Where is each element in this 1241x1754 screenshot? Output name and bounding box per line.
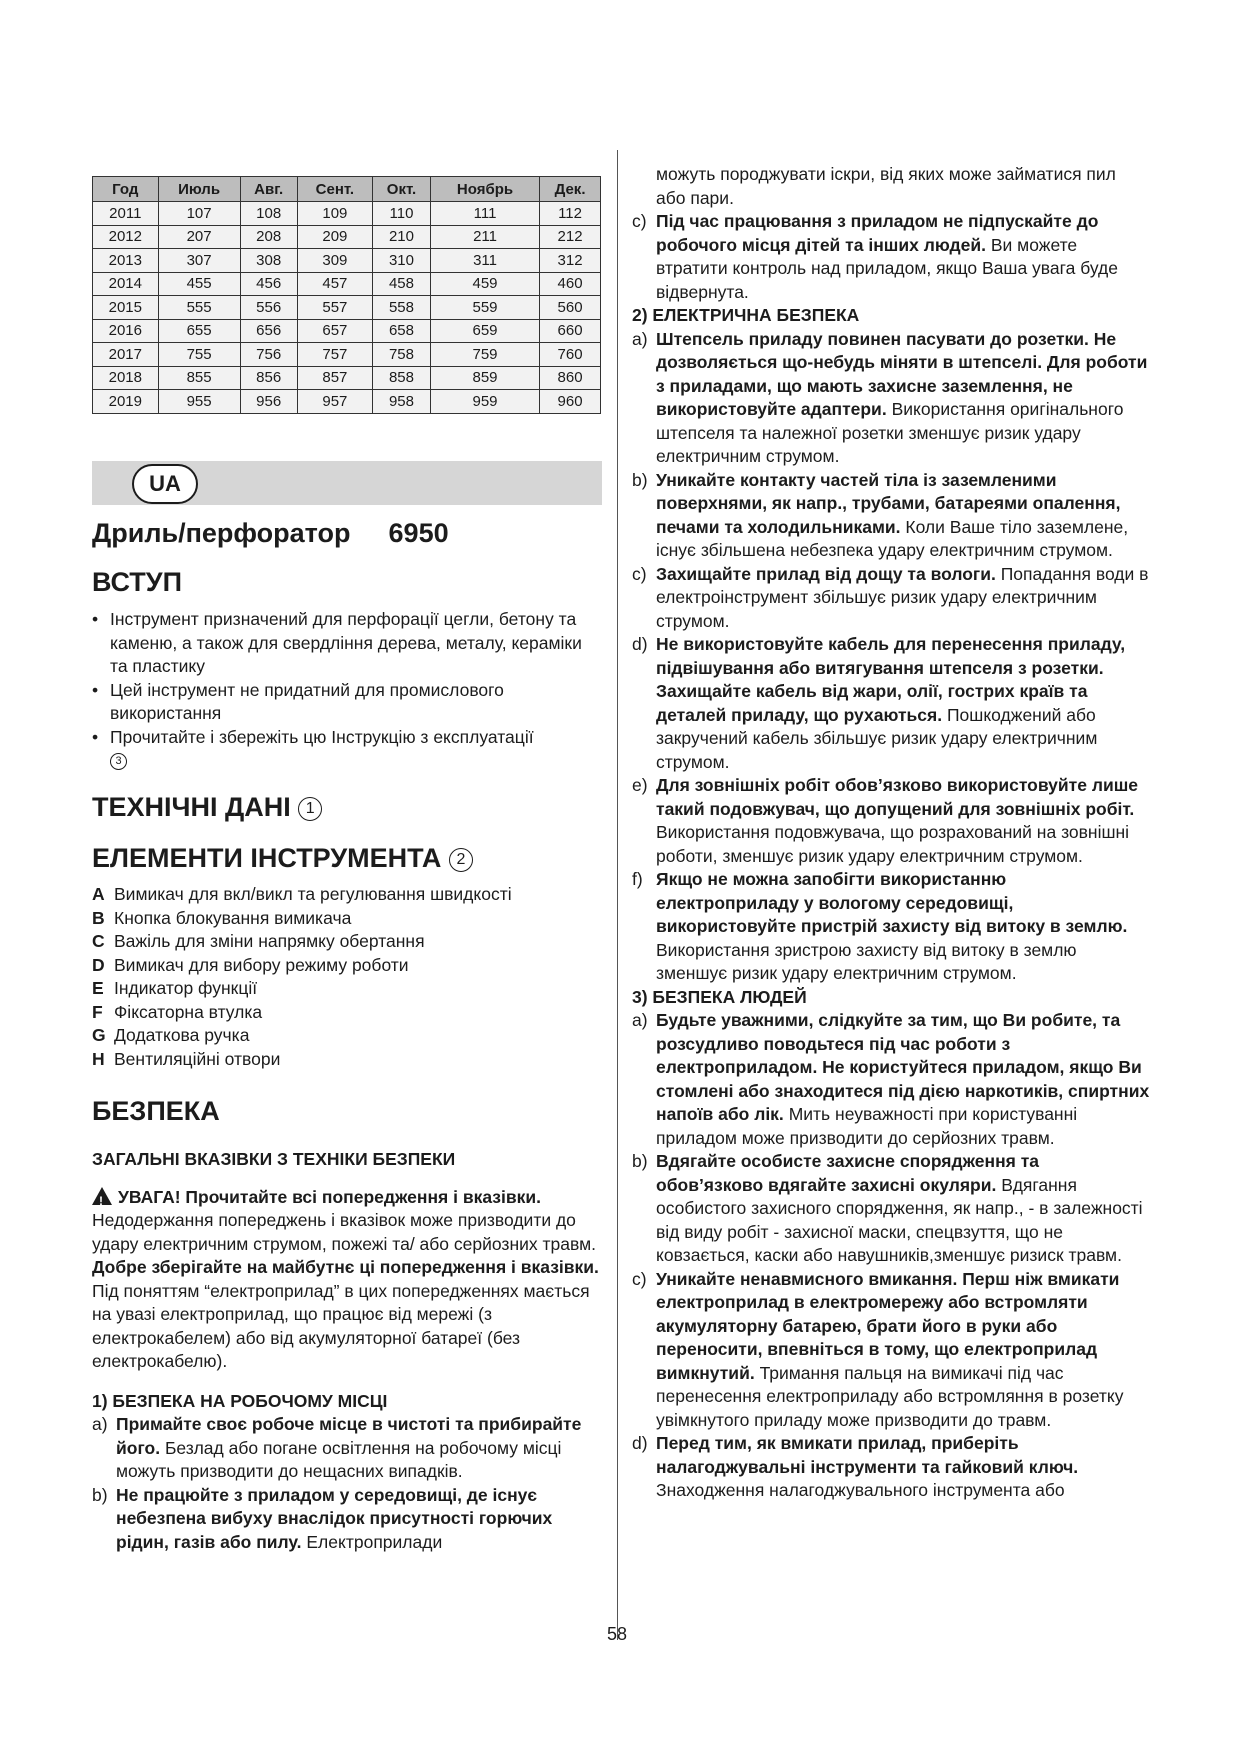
table-header: Год [93, 177, 159, 202]
elements-heading-text: ЕЛЕМЕНТИ ІНСТРУМЕНТА [92, 843, 442, 873]
table-cell: 307 [158, 249, 240, 273]
product-title [92, 518, 449, 549]
list-item [92, 1001, 602, 1025]
table-cell: 107 [158, 202, 240, 226]
safety-item [632, 469, 1150, 563]
table-cell: 959 [430, 390, 539, 414]
part-letter: H [92, 1048, 105, 1069]
table-row [93, 366, 601, 390]
table-cell: 856 [240, 366, 297, 390]
table-cell: 458 [373, 272, 431, 296]
table-cell: 858 [373, 366, 431, 390]
table-cell: 855 [158, 366, 240, 390]
list-item [92, 726, 592, 773]
item-text [656, 1268, 1150, 1433]
table-cell: 310 [373, 249, 431, 273]
item-bold: Перед тим, як вмикати прилад, приберіть налагоджувальні інструменти та гайковий ключ. [656, 1433, 1079, 1477]
warning-text: УВАГА! Прочитайте всі попередження і вказівки. [118, 1186, 541, 1207]
paragraph-bold: Добре зберігайте на майбутнє ці попередження і вказівки. [92, 1257, 599, 1277]
table-cell: 2012 [93, 225, 159, 249]
table-header: Дек. [540, 177, 601, 202]
language-badge: UA [132, 464, 198, 504]
table-cell: 211 [430, 225, 539, 249]
table-cell: 2015 [93, 296, 159, 320]
item-bold: Якщо не можна запобігти використанню електроприладу у вологому середовищі, використовуйте пристрій захисту від витоку в землю. [656, 869, 1128, 936]
item-bold: Примайте своє робоче місце в чистоті та прибирайте його. [116, 1414, 582, 1458]
table-cell: 555 [158, 296, 240, 320]
bullet-text: Цей інструмент не придатний для промислового використання [110, 679, 504, 723]
electrical-safety-heading: 2) ЕЛЕКТРИЧНА БЕЗПЕКА [632, 305, 860, 325]
item-plain: Безлад або погане освітлення на робочому місці можуть призводити до нещасних випадків. [116, 1437, 562, 1481]
item-bold: Захищайте прилад від дощу та вологи. [656, 563, 996, 584]
table-cell: 112 [540, 202, 601, 226]
item-plain: Використання оригінального штепселя та належної розетки зменшує ризик удару електричним струмом. [656, 399, 1124, 466]
table-cell: 456 [240, 272, 297, 296]
list-item [92, 930, 602, 954]
product-name: Дриль/перфоратор [92, 518, 351, 548]
item-text [656, 469, 1150, 563]
safety-item [632, 563, 1150, 634]
item-text [656, 868, 1150, 986]
part-text: Індикатор функції [114, 978, 258, 998]
table-cell: 556 [240, 296, 297, 320]
table-row [93, 343, 601, 367]
table-row [93, 319, 601, 343]
electrical-safety-list [632, 328, 1150, 986]
item-bold: Під час працювання з приладом не підпускайте до робочого місця дітей та інших людей. [656, 211, 1099, 255]
list-item [92, 679, 592, 726]
intro-list [92, 608, 592, 773]
item-plain: Коли Ваше тіло заземлене, існує збільшена небезпека удару електричним струмом. [656, 516, 1129, 560]
item-bold: Будьте уважними, слідкуйте за тим, що Ви робите, та розсудливо поводьтеся під час роботи з електроприладом. Не користуйтеся приладом, якщо Ви стомлені або знаходитеся під дією наркотиків, спиртних напоїв або лік. [656, 1010, 1150, 1124]
table-cell: 656 [240, 319, 297, 343]
table-cell: 311 [430, 249, 539, 273]
table-cell: 859 [430, 366, 539, 390]
table-cell: 2014 [93, 272, 159, 296]
table-cell: 860 [540, 366, 601, 390]
part-text: Вентиляційні отвори [114, 1048, 281, 1069]
list-item [92, 1048, 602, 1072]
item-label: c) [632, 563, 647, 584]
language-band [92, 461, 602, 505]
item-plain: Тримання пальця на вимикачі під час перенесення електроприладу або встромляння в розетку увімкнутого приладу може призводити до травм. [656, 1362, 1124, 1430]
table-cell: 755 [158, 343, 240, 367]
item-text [116, 1484, 602, 1555]
table-cell: 209 [297, 225, 372, 249]
paragraph-text: Недодержання попереджень і вказівок може призводити до удару електричним струмом, пожежі та/ або серйозних травм. [92, 1210, 596, 1254]
elements-heading [92, 843, 473, 874]
table-cell: 455 [158, 272, 240, 296]
table-row [93, 202, 601, 226]
item-plain: Мить неуважності при користуванні приладом може призводити до серйозних травм. [656, 1104, 1078, 1148]
item-plain: Ви можете втратити контроль над приладом, якщо Ваша увага буде відвернута. [656, 234, 1118, 302]
right-column [632, 163, 1150, 1503]
table-header: Июль [158, 177, 240, 202]
work-safety-heading: 1) БЕЗПЕКА НА РОБОЧОМУ МІСЦІ [92, 1390, 388, 1411]
table-cell: 111 [430, 202, 539, 226]
table-cell: 956 [240, 390, 297, 414]
item-label: f) [632, 869, 643, 889]
warning-icon [92, 1187, 112, 1205]
tech-heading-text: ТЕХНІЧНІ ДАНІ [92, 792, 291, 822]
table-cell: 2018 [93, 366, 159, 390]
people-safety-list [632, 1009, 1150, 1503]
table-cell: 2016 [93, 319, 159, 343]
table-header-row [93, 177, 601, 202]
table-cell: 758 [373, 343, 431, 367]
table-cell: 760 [540, 343, 601, 367]
table-cell: 757 [297, 343, 372, 367]
table-cell: 308 [240, 249, 297, 273]
item-bold: Вдягайте особисте захисне спорядження та обов’язково вдягайте захисні окуляри. [656, 1151, 1040, 1195]
part-text: Важіль для зміни напрямку обертання [114, 931, 425, 951]
table-cell: 957 [297, 390, 372, 414]
table-cell: 460 [540, 272, 601, 296]
safety-item [632, 1150, 1150, 1268]
figure-ref: 2 [449, 848, 473, 872]
general-safety-heading: ЗАГАЛЬНІ ВКАЗІВКИ З ТЕХНІКИ БЕЗПЕКИ [92, 1149, 456, 1169]
item-label: b) [632, 1151, 648, 1171]
list-item [92, 608, 592, 679]
table-cell: 2011 [93, 202, 159, 226]
safety-item [632, 774, 1150, 868]
safety-item [92, 1413, 602, 1484]
table-cell: 958 [373, 390, 431, 414]
part-text: Кнопка блокування вимикача [114, 907, 352, 928]
table-cell: 109 [297, 202, 372, 226]
item-label: b) [92, 1484, 108, 1505]
table-cell: 457 [297, 272, 372, 296]
item-bold: Не використовуйте кабель для перенесення приладу, підвішування або витягування штепселя з розетки. Захищайте кабель від жари, олії, гострих країв та деталей приладу, що рухаються. [656, 634, 1126, 725]
part-letter: A [92, 884, 105, 904]
warning-line [92, 1186, 602, 1210]
table-header: Сент. [297, 177, 372, 202]
intro-heading: ВСТУП [92, 567, 182, 597]
table-body [93, 202, 601, 414]
list-item [92, 977, 602, 1001]
general-safety [92, 1148, 602, 1554]
item-label: d) [632, 1433, 648, 1453]
item-text [656, 1432, 1150, 1503]
list-item [92, 883, 602, 907]
table-cell: 559 [430, 296, 539, 320]
product-model: 6950 [388, 518, 449, 548]
safety-item [632, 1432, 1150, 1503]
table-cell: 309 [297, 249, 372, 273]
people-safety-heading: 3) БЕЗПЕКА ЛЮДЕЙ [632, 986, 807, 1007]
safety-item [632, 1009, 1150, 1150]
item-text [656, 210, 1150, 304]
part-letter: F [92, 1001, 103, 1022]
table-row [93, 249, 601, 273]
paragraph-text: Під поняттям “електроприлад” в цих попередженнях мається на увазі електроприлад, що працює від мережі (з електрокабелем) або від акумуляторної батареї (без електрокабелю). [92, 1280, 590, 1371]
figure-ref: 1 [298, 797, 322, 821]
table-cell: 312 [540, 249, 601, 273]
tech-heading [92, 792, 322, 823]
item-bold: Уникайте ненавмисного вмикання. Перш ніж вмикати електроприлад в електромережу або встромляти акумуляторну батарею, брати його в руки або переносити, впевніться в тому, що електроприлад вимкнутий. [656, 1268, 1120, 1383]
table-cell: 657 [297, 319, 372, 343]
table-cell: 108 [240, 202, 297, 226]
item-plain: Пошкоджений або закручений кабель збільшує ризик удару електричним струмом. [656, 704, 1098, 772]
figure-ref: 3 [110, 753, 127, 770]
part-text: Фіксаторна втулка [114, 1001, 263, 1022]
item-text [656, 563, 1150, 634]
item-plain: Використання подовжувача, що розрахований на зовнішні роботи, зменшує ризик удару електричним струмом. [656, 822, 1130, 866]
item-plain: Електроприлади [306, 1531, 443, 1552]
safety-item [92, 1484, 602, 1555]
item-bold: Не працюйте з приладом у середовищі, де існує небезпена вибуху внаслідок присутності горючих рідин, газів або пилу. [116, 1484, 553, 1552]
table-cell: 2013 [93, 249, 159, 273]
general-paragraph [92, 1209, 602, 1374]
page-number: 58 [607, 1624, 628, 1644]
item-label: a) [632, 328, 648, 349]
table-header: Ноябрь [430, 177, 539, 202]
safety-item [632, 633, 1150, 774]
item-plain: можуть породжувати іскри, від яких може займатися пил або пари. [656, 164, 1116, 208]
column-divider [617, 150, 618, 1640]
bullet-text: Прочитайте і збережіть цю Інструкцію з експлуатації [110, 726, 534, 747]
table-row [93, 225, 601, 249]
table-cell: 658 [373, 319, 431, 343]
item-text [656, 1150, 1150, 1268]
table-cell: 659 [430, 319, 539, 343]
part-text: Вимикач для вкл/викл та регулювання швидкості [114, 884, 512, 904]
part-letter: D [92, 954, 105, 975]
item-label: c) [632, 1268, 647, 1289]
item-label: a) [632, 1010, 648, 1030]
list-item [92, 907, 602, 931]
item-text [656, 328, 1150, 469]
table-header: Окт. [373, 177, 431, 202]
table-cell: 208 [240, 225, 297, 249]
intro-section [92, 608, 592, 773]
part-letter: E [92, 978, 104, 998]
item-text [116, 1413, 602, 1484]
table-cell: 560 [540, 296, 601, 320]
production-table [92, 176, 601, 414]
item-text [656, 774, 1150, 868]
table-row [93, 296, 601, 320]
part-text: Додаткова ручка [114, 1025, 250, 1045]
bullet-text: Інструмент призначений для перфорації цегли, бетону та каменю, а також для свердління дерева, металу, кераміки та пластику [110, 609, 582, 676]
item-plain: Вдягання особистого захисного спорядження, як напр., - в залежності від виду робіт - захисної маски, спецвзуття, що не ковзається, каски або навушників,зменшує ризиск травм. [656, 1174, 1143, 1265]
table-cell: 655 [158, 319, 240, 343]
table-cell: 960 [540, 390, 601, 414]
item-plain: Знаходження налагоджувального інструмента або [656, 1480, 1065, 1500]
safety-item [632, 1268, 1150, 1433]
part-letter: B [92, 907, 105, 928]
table-cell: 212 [540, 225, 601, 249]
table-header: Авг. [240, 177, 297, 202]
item-label: b) [632, 469, 648, 490]
table-cell: 110 [373, 202, 431, 226]
table-row [93, 272, 601, 296]
safety-item [632, 868, 1150, 986]
part-text: Вимикач для вибору режиму роботи [114, 954, 409, 975]
table-cell: 2017 [93, 343, 159, 367]
table-row [93, 390, 601, 414]
item-bold: Уникайте контакту частей тіла із заземленими поверхнями, як напр., трубами, батареями опалення, печами та холодильниками. [656, 469, 1121, 537]
table-cell: 857 [297, 366, 372, 390]
safety-heading: БЕЗПЕКА [92, 1096, 220, 1126]
table-cell: 459 [430, 272, 539, 296]
item-text [656, 1009, 1150, 1150]
table-cell: 756 [240, 343, 297, 367]
table-cell: 557 [297, 296, 372, 320]
item-label: e) [632, 775, 648, 795]
safety-item [632, 328, 1150, 469]
item-label: c) [632, 211, 647, 231]
part-letter: C [92, 931, 105, 951]
item-bold: Штепсель приладу повинен пасувати до розетки. Не дозволяється що-небудь міняти в штепселі. Для роботи з приладами, що мають захисне заземлення, не використовуйте адаптери. [656, 328, 1148, 419]
table-cell: 207 [158, 225, 240, 249]
parts-list [92, 883, 602, 1071]
item-plain: Використання зристрою захисту від витоку в землю зменшує ризик удару електричним струмом. [656, 939, 1077, 983]
table-cell: 210 [373, 225, 431, 249]
part-letter: G [92, 1025, 106, 1045]
table-cell: 2019 [93, 390, 159, 414]
item-plain: Попадання води в електроінструмент збільшує ризик удару електричним струмом. [656, 563, 1149, 631]
safety-item-continued [632, 163, 1150, 210]
item-label: d) [632, 634, 648, 654]
elements-section [92, 883, 602, 1071]
item-text [656, 633, 1150, 774]
item-bold: Для зовнішніх робіт обов’язково використовуйте лише такий подовжувач, що допущений для зовнішніх робіт. [656, 775, 1139, 819]
table-cell: 558 [373, 296, 431, 320]
table-cell: 759 [430, 343, 539, 367]
table-cell: 955 [158, 390, 240, 414]
item-label: a) [92, 1414, 108, 1434]
table-cell: 660 [540, 319, 601, 343]
safety-item [632, 210, 1150, 304]
list-item [92, 954, 602, 978]
list-item [92, 1024, 602, 1048]
